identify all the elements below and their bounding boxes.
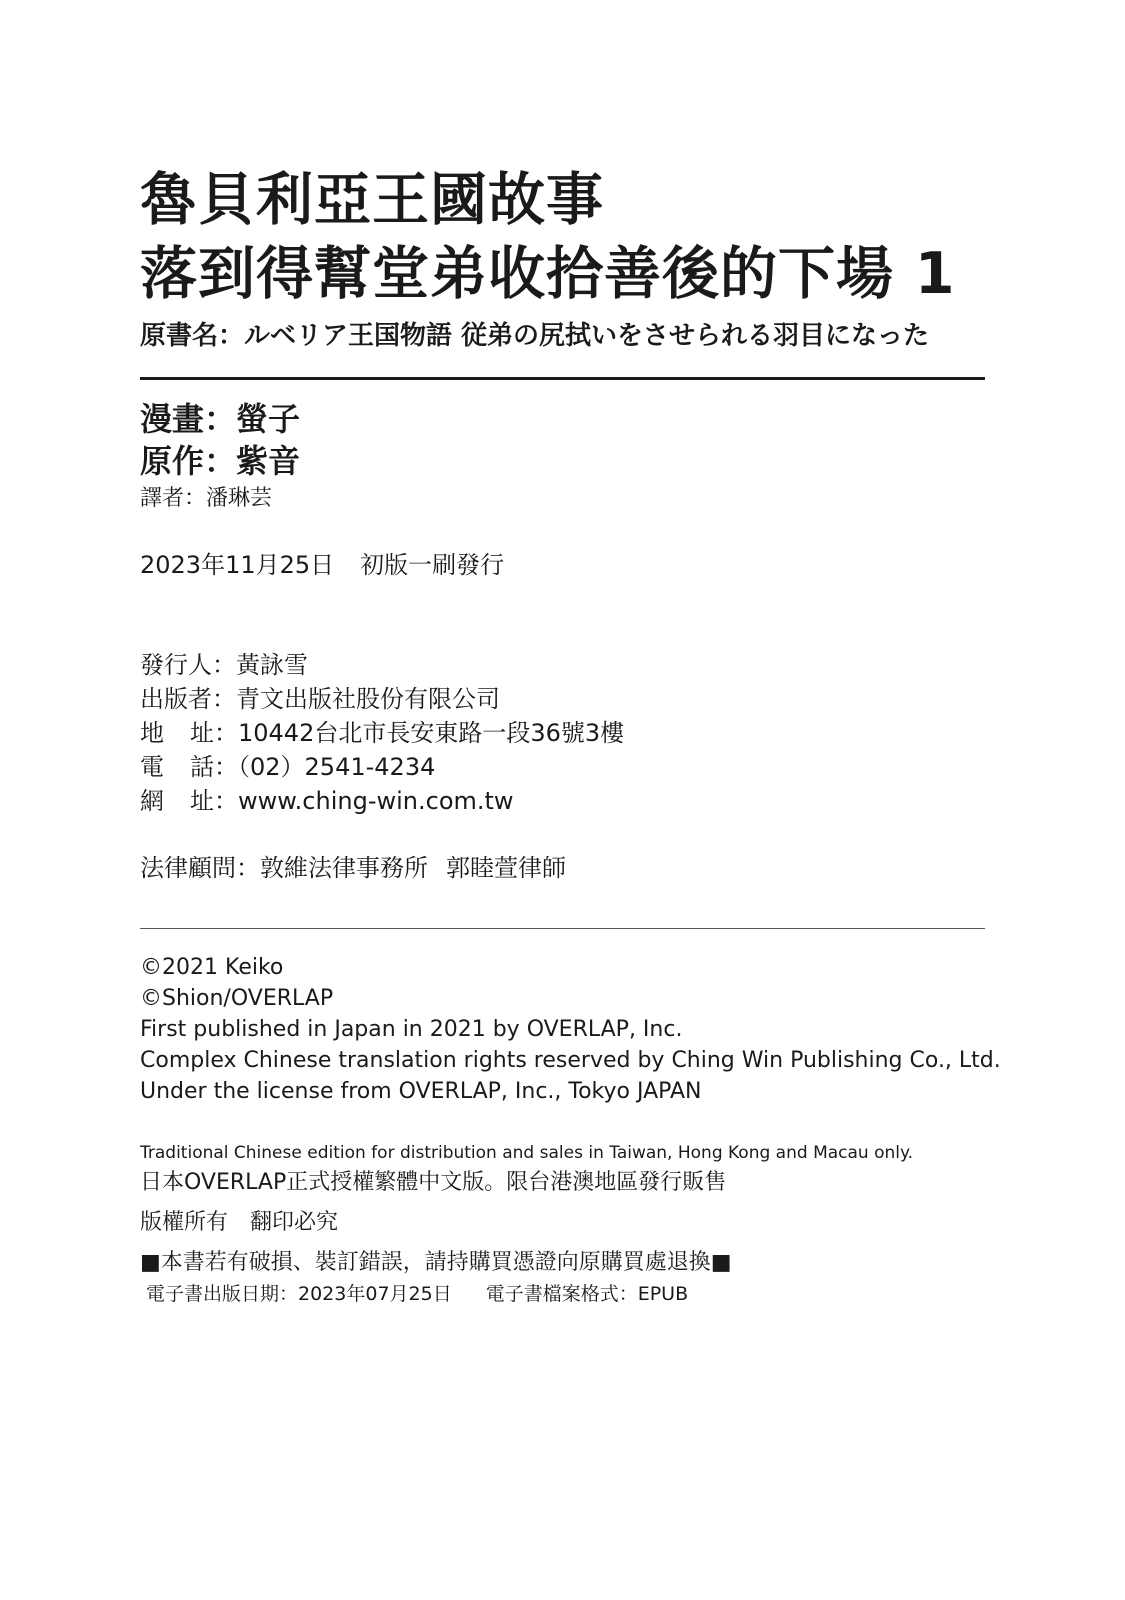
publisher-line: 出版者：青文出版社股份有限公司 bbox=[140, 685, 500, 713]
distribution-chinese: 日本OVERLAP正式授權繁體中文版。限台港澳地區發行販售 bbox=[140, 1170, 727, 1195]
legal-counsel-lawyer: 郭睦萱律師 bbox=[446, 854, 566, 882]
copyright-line-5: Under the license from OVERLAP, Inc., Tokyo JAPAN bbox=[140, 1079, 702, 1104]
web-label-2: 址 bbox=[190, 787, 214, 815]
first-print-date: 2023年11月25日 bbox=[140, 551, 335, 579]
ebook-format: 電子書檔案格式：EPUB bbox=[485, 1283, 689, 1305]
address-label-1: 地 bbox=[140, 719, 164, 747]
distribution-english: Traditional Chinese edition for distribution and sales in Taiwan, Hong Kong and Macau only. bbox=[140, 1143, 914, 1163]
title-divider bbox=[140, 377, 985, 380]
credit-original-work: 原作：紫音 bbox=[140, 442, 301, 480]
no-reprint: 翻印必究 bbox=[250, 1210, 339, 1235]
rights-line bbox=[140, 1212, 338, 1234]
issuer-line: 發行人：黃詠雪 bbox=[140, 651, 308, 679]
copyright-line-1: ©2021 Keiko bbox=[140, 955, 284, 980]
ebook-line bbox=[146, 1285, 688, 1304]
phone-label-2: 話 bbox=[190, 753, 214, 781]
copyright-line-4: Complex Chinese translation rights reserved by Ching Win Publishing Co., Ltd. bbox=[140, 1048, 1001, 1073]
first-print-label: 初版一刷發行 bbox=[360, 551, 505, 579]
address-label-2: 址 bbox=[190, 719, 214, 747]
rights-reserved: 版權所有 bbox=[140, 1210, 229, 1235]
book-title-line-1: 魯貝利亞王國故事 bbox=[140, 167, 604, 233]
phone-label-1: 電 bbox=[140, 753, 164, 781]
first-print-line bbox=[140, 553, 504, 577]
colophon-page bbox=[140, 0, 1001, 1600]
credit-translator: 譯者：潘琳芸 bbox=[140, 486, 273, 511]
damage-notice: ■本書若有破損、裝訂錯誤，請持購買憑證向原購買處退換■ bbox=[140, 1250, 732, 1275]
address-value: ：10442台北市長安東路一段36號3樓 bbox=[214, 719, 625, 747]
legal-counsel-firm: 法律顧問：敦維法律事務所 bbox=[140, 854, 428, 882]
copyright-line-2: ©Shion/OVERLAP bbox=[140, 986, 334, 1011]
book-title-line-2: 落到得幫堂弟收拾善後的下場 1 bbox=[140, 241, 956, 307]
web-label-1: 網 bbox=[140, 787, 164, 815]
website-line bbox=[140, 789, 514, 813]
copyright-divider bbox=[140, 928, 985, 929]
credit-manga: 漫畫：螢子 bbox=[140, 400, 301, 438]
address-line bbox=[140, 721, 624, 745]
legal-counsel-line bbox=[140, 856, 566, 880]
phone-value: ：（02）2541-4234 bbox=[214, 753, 436, 781]
copyright-line-3: First published in Japan in 2021 by OVERLAP, Inc. bbox=[140, 1017, 683, 1042]
phone-line bbox=[140, 755, 435, 779]
website-value: ：www.ching-win.com.tw bbox=[214, 787, 514, 815]
ebook-publish-date: 電子書出版日期：2023年07月25日 bbox=[146, 1283, 452, 1305]
original-title: 原書名：ルベリア王国物語 従弟の尻拭いをさせられる羽目になった bbox=[140, 321, 930, 351]
